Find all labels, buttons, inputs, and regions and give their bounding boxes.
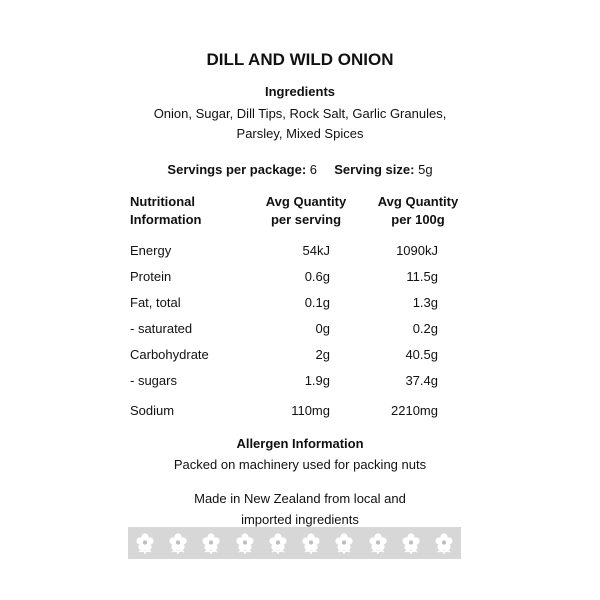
nutrition-header-row bbox=[130, 193, 474, 237]
per-serving-value: 0.1g bbox=[304, 294, 330, 310]
header-per-100g: Avg Quantity per 100g bbox=[377, 194, 459, 227]
flower-icon bbox=[399, 531, 423, 555]
flower-icon bbox=[299, 531, 323, 555]
nutrient-name: Protein bbox=[130, 268, 172, 284]
product-title: DILL AND WILD ONION bbox=[206, 50, 394, 69]
servings-per-package-value: 6 bbox=[309, 162, 318, 177]
origin-statement: Made in New Zealand from local and imported ingredients bbox=[194, 491, 406, 527]
table-row bbox=[130, 315, 474, 341]
decorative-flower-band bbox=[128, 527, 461, 559]
nutrition-table bbox=[130, 193, 474, 423]
per-serving-value: 2g bbox=[315, 346, 330, 362]
serving-size-label: Serving size: bbox=[334, 162, 415, 177]
flower-icon bbox=[266, 531, 290, 555]
table-row bbox=[130, 393, 474, 423]
flower-icon bbox=[166, 531, 190, 555]
per-serving-value: 0g bbox=[315, 320, 330, 336]
per-100g-value: 1090kJ bbox=[396, 242, 438, 258]
per-100g-value: 2210mg bbox=[391, 402, 438, 418]
nutrient-name: - sugars bbox=[130, 372, 177, 388]
ingredients-heading: Ingredients bbox=[264, 84, 336, 99]
table-row bbox=[130, 263, 474, 289]
per-100g-value: 37.4g bbox=[405, 372, 438, 388]
per-100g-value: 11.5g bbox=[406, 268, 438, 284]
serving-size-value: 5g bbox=[418, 162, 433, 177]
servings-per-package-label: Servings per package: bbox=[167, 162, 307, 177]
nutrient-name: Fat, total bbox=[130, 294, 181, 310]
per-100g-value: 40.5g bbox=[405, 346, 438, 362]
flower-icon bbox=[366, 531, 390, 555]
header-per-serving: Avg Quantity per serving bbox=[265, 194, 347, 227]
table-row bbox=[130, 289, 474, 315]
ingredients-text: Onion, Sugar, Dill Tips, Rock Salt, Garlic Granules, Parsley, Mixed Spices bbox=[153, 106, 447, 141]
flower-icon bbox=[233, 531, 257, 555]
nutrient-name: Energy bbox=[130, 242, 172, 258]
flower-icon bbox=[332, 531, 356, 555]
allergen-heading: Allergen Information bbox=[236, 436, 364, 451]
per-serving-value: 110mg bbox=[291, 402, 330, 418]
flower-icon bbox=[432, 531, 456, 555]
table-row bbox=[130, 341, 474, 367]
table-row bbox=[130, 237, 474, 263]
flower-icon bbox=[199, 531, 223, 555]
header-nutritional-information: Nutritional Information bbox=[130, 194, 202, 227]
per-serving-value: 0.6g bbox=[304, 268, 330, 284]
per-100g-value: 0.2g bbox=[412, 320, 438, 336]
nutrient-name: Sodium bbox=[130, 402, 175, 418]
servings-line bbox=[0, 162, 600, 177]
per-serving-value: 1.9g bbox=[304, 372, 330, 388]
per-100g-value: 1.3g bbox=[412, 294, 438, 310]
nutrient-name: Carbohydrate bbox=[130, 346, 209, 362]
per-serving-value: 54kJ bbox=[302, 242, 330, 258]
nutrient-name: - saturated bbox=[130, 320, 193, 336]
table-row bbox=[130, 367, 474, 393]
flower-icon bbox=[133, 531, 157, 555]
allergen-text: Packed on machinery used for packing nuts bbox=[173, 457, 427, 472]
